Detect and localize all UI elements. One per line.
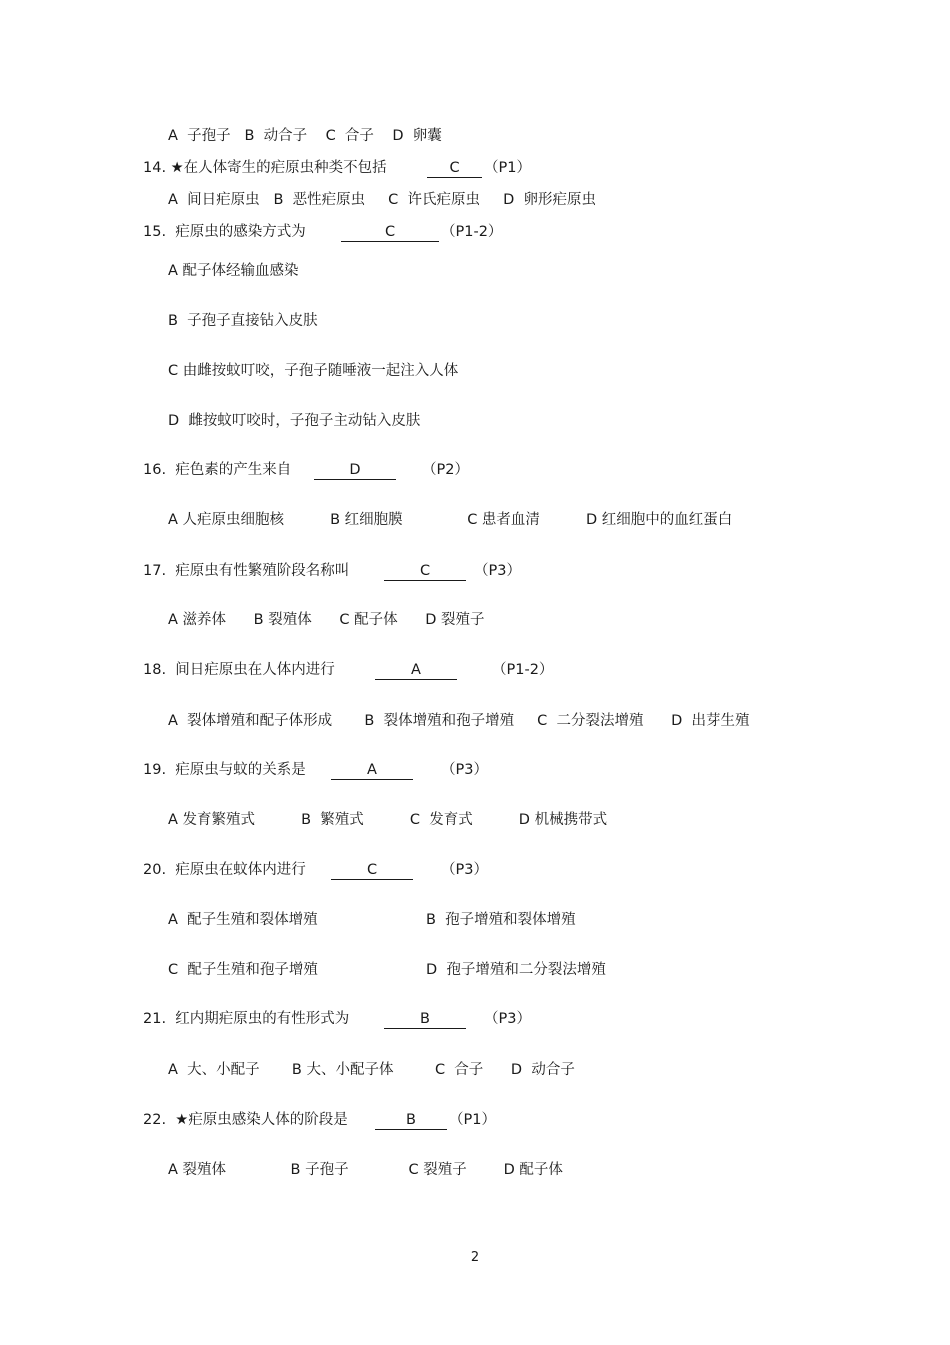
q18-stem: 18. 间日疟原虫在人体内进行 xyxy=(143,662,335,678)
q15-option-d: D 雌按蚊叮咬时，子孢子主动钻入皮肤 xyxy=(168,413,421,429)
q19-page-ref: （P3） xyxy=(441,762,488,778)
q15-answer: C xyxy=(341,222,439,242)
q19-stem: 19. 疟原虫与蚊的关系是 xyxy=(143,762,306,778)
q20-page-ref: （P3） xyxy=(441,862,488,878)
q13-options: A 子孢子 B 动合子 C 合子 D 卵囊 xyxy=(168,128,442,144)
q21-stem: 21. 红内期疟原虫的有性形式为 xyxy=(143,1011,350,1027)
q22-answer: B xyxy=(375,1110,447,1130)
q18-options: A 裂体增殖和配子体形成 B 裂体增殖和孢子增殖 C 二分裂法增殖 D 出芽生殖 xyxy=(168,713,750,729)
q21-page-ref: （P3） xyxy=(484,1011,531,1027)
q17-answer: C xyxy=(384,561,466,581)
q15-page-ref: （P1-2） xyxy=(441,224,503,240)
q18-answer: A xyxy=(375,660,457,680)
q14-stem: 14. ★在人体寄生的疟原虫种类不包括 xyxy=(143,160,387,176)
q22-stem: 22. ★疟原虫感染人体的阶段是 xyxy=(143,1112,348,1128)
q17-page-ref: （P3） xyxy=(474,563,521,579)
q16-answer: D xyxy=(314,460,396,480)
q20-option-c: C 配子生殖和孢子增殖 xyxy=(168,962,318,978)
q19-answer: A xyxy=(331,760,413,780)
page-number: 2 xyxy=(470,1250,480,1265)
q21-options: A 大、小配子 B 大、小配子体 C 合子 D 动合子 xyxy=(168,1062,575,1078)
q14-options: A 间日疟原虫 B 恶性疟原虫 C 许氏疟原虫 D 卵形疟原虫 xyxy=(168,192,596,208)
q20-option-d: D 孢子增殖和二分裂法增殖 xyxy=(426,962,606,978)
q20-option-a: A 配子生殖和裂体增殖 xyxy=(168,912,318,928)
q17-options: A 滋养体 B 裂殖体 C 配子体 D 裂殖子 xyxy=(168,612,485,628)
q14-page-ref: （P1） xyxy=(484,160,531,176)
q20-answer: C xyxy=(331,860,413,880)
q16-page-ref: （P2） xyxy=(422,462,469,478)
q20-stem: 20. 疟原虫在蚊体内进行 xyxy=(143,862,306,878)
q19-options: A 发育繁殖式 B 繁殖式 C 发育式 D 机械携带式 xyxy=(168,812,608,828)
q20-option-b: B 孢子增殖和裂体增殖 xyxy=(426,912,576,928)
q15-option-b: B 子孢子直接钻入皮肤 xyxy=(168,313,318,329)
q15-stem: 15. 疟原虫的感染方式为 xyxy=(143,224,306,240)
q21-answer: B xyxy=(384,1009,466,1029)
q17-stem: 17. 疟原虫有性繁殖阶段名称叫 xyxy=(143,563,350,579)
q15-option-c: C 由雌按蚊叮咬，子孢子随唾液一起注入人体 xyxy=(168,363,459,379)
q16-options: A 人疟原虫细胞核 B 红细胞膜 C 患者血清 D 红细胞中的血红蛋白 xyxy=(168,512,733,528)
q16-stem: 16. 疟色素的产生来自 xyxy=(143,462,292,478)
q14-answer: C xyxy=(427,158,482,178)
q15-option-a: A 配子体经输血感染 xyxy=(168,263,299,279)
q18-page-ref: （P1-2） xyxy=(492,662,554,678)
q22-page-ref: （P1） xyxy=(449,1112,496,1128)
q22-options: A 裂殖体 B 子孢子 C 裂殖子 D 配子体 xyxy=(168,1162,563,1178)
